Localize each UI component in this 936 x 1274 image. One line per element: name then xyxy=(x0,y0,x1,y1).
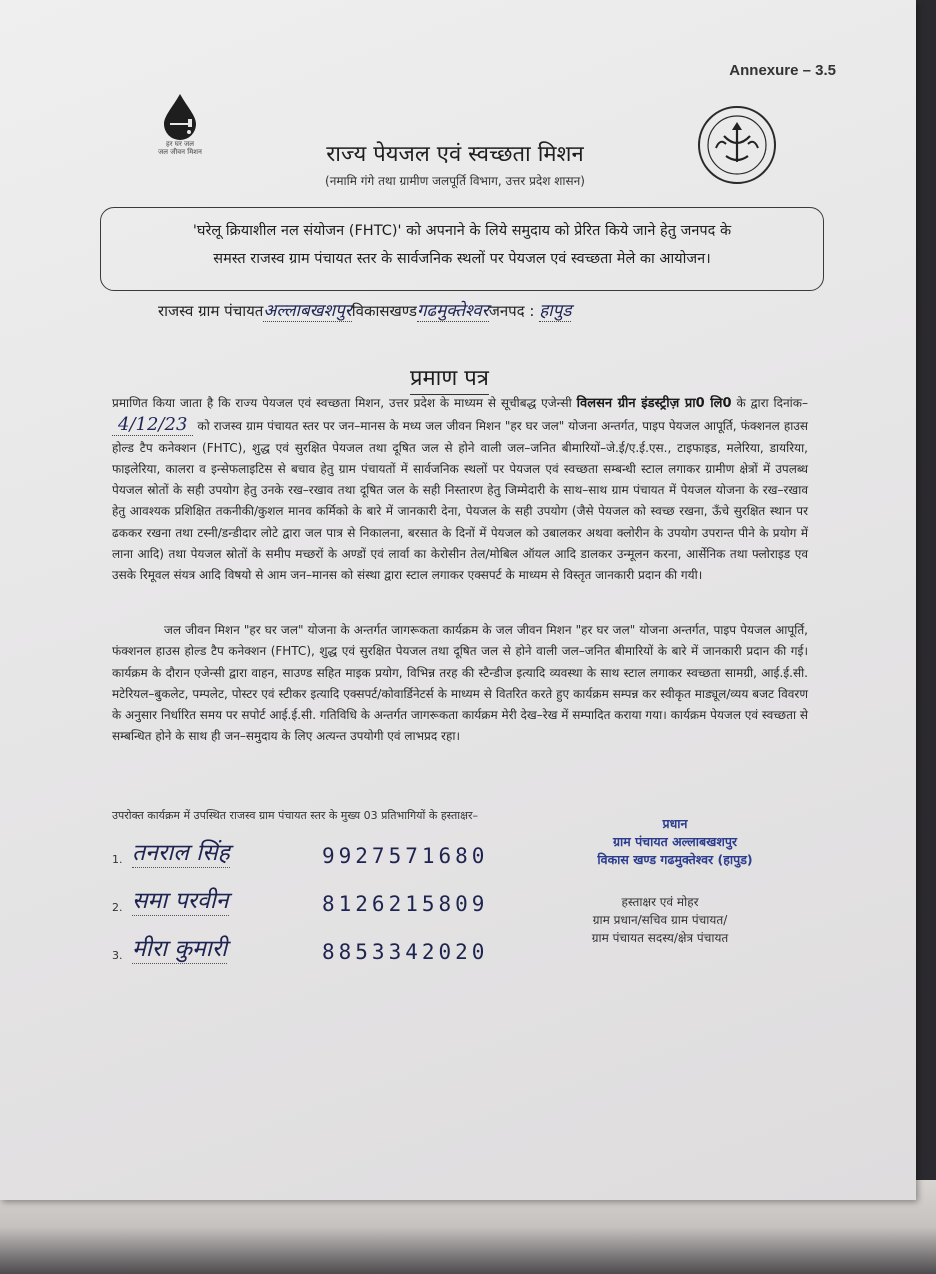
participant-phone: 9927571680 xyxy=(322,844,489,868)
pradhan-stamp xyxy=(560,815,790,869)
participant-row xyxy=(112,880,542,920)
event-heading-line-1: 'घरेलू क्रियाशील नल संयोजन (FHTC)' को अपनाने के लिये समुदाय को प्रेरित किये जाने हेतु जनपद के xyxy=(192,223,732,239)
agency-name: विलसन ग्रीन इंडस्ट्रीज़ प्रा0 लि0 xyxy=(576,396,732,411)
para1-intro: प्रमाणित किया जाता है कि राज्य पेयजल एवं स्वच्छता मिशन, उत्तर प्रदेश के माध्यम से सूचीबद्ध एजेन्सी xyxy=(112,396,572,410)
certificate-title: प्रमाण पत्र xyxy=(410,362,489,395)
stamp-line-1: प्रधान xyxy=(662,816,688,831)
event-date: 4/12/23 xyxy=(112,414,193,436)
stamp-line-3: विकास खण्ड गढमुक्तेश्वर (हापुड) xyxy=(597,852,753,867)
signblock-line-2: ग्राम प्रधान/सचिव ग्राम पंचायत/ xyxy=(592,913,728,927)
certificate-paragraph-2: जल जीवन मिशन "हर घर जल" योजना के अन्तर्गत जागरूकता कार्यक्रम के जल जीवन मिशन "हर घर जल" योजना अन्तर्गत, पाइप पेयजल आपूर्ति, फंक्शनल हाउस होल्ड टैप कनेक्शन (FHTC), शुद्ध एवं सुरक्षित पेयजल तथा दूषित जल से होने वाली जल–जनित बीमारियों के बारे में जानकारी प्रदान की गई। कार्यक्रम के दौरान एजेन्सी द्वारा वाहन, साउण्ड सहित माइक प्रयोग, विभिन्न तरह की स्टैन्डीज इत्यादि व्यवस्था के साथ स्टाल लगाकर स्वच्छता सामग्री, आई.ई.सी. मटेरियल–बुकलेट, पम्पलेट, पोस्टर एवं स्टीकर इत्यादि एक्सपर्ट/कोवार्डिनेटर्स के माध्यम से वितरित करते हुए कार्यक्रम सम्पन्न कर स्वीकृत माड्यूल/व्यय बजट विवरण के अनुसार निर्धारित समय पर सपोर्ट आई.ई.सी. गतिविधि के अन्तर्गत जागरूकता कार्यक्रम मेरी देख–रेख में सम्पादित कराया गया। कार्यक्रम पेयजल एवं स्वच्छता से सम्बन्धित होने के साथ ही जन–समुदाय के लिए अत्यन्त उपयोगी एवं लाभप्रद रहा। xyxy=(112,623,808,744)
gp-value: अल्लाबखशपुर xyxy=(263,298,351,322)
stamp-line-2: ग्राम पंचायत अल्लाबखशपुर xyxy=(612,834,738,849)
signblock-line-3: ग्राम पंचायत सदस्य/क्षेत्र पंचायत xyxy=(591,931,729,945)
participant-number: 1. xyxy=(112,853,123,866)
logo-caption-1: हर घर जल xyxy=(166,140,194,148)
block-value: गढमुक्तेश्वर xyxy=(417,298,489,322)
gp-label: राजस्व ग्राम पंचायत xyxy=(158,302,264,320)
para1-date-label: के द्वारा दिनांक– xyxy=(736,396,808,410)
annexure-label: Annexure – 3.5 xyxy=(729,62,836,79)
participant-number: 2. xyxy=(112,901,123,914)
gram-panchayat-line xyxy=(158,298,798,328)
signature-block xyxy=(560,893,760,947)
mission-title: राज्य पेयजल एवं स्वच्छता मिशन xyxy=(326,142,584,167)
participant-signature: समा परवीन xyxy=(132,883,229,916)
participant-signature: तनराल सिंह xyxy=(132,835,230,868)
mission-subtitle: (नमामि गंगे तथा ग्रामीण जलपूर्ति विभाग, उत्तर प्रदेश शासन) xyxy=(325,174,585,188)
participant-phone: 8853342020 xyxy=(322,940,489,964)
participant-signature: मीरा कुमारी xyxy=(132,931,227,964)
participant-phone: 8126215809 xyxy=(322,892,489,916)
event-heading-box xyxy=(100,207,824,291)
event-heading-line-2: समस्त राजस्व ग्राम पंचायत स्तर के सार्वजनिक स्थलों पर पेयजल एवं स्वच्छता मेले का आयोजन। xyxy=(213,251,711,267)
district-label: जनपद : xyxy=(488,302,535,320)
participant-row xyxy=(112,928,542,968)
participant-number: 3. xyxy=(112,949,123,962)
para1-body: को राजस्व ग्राम पंचायत स्तर पर जन–मानस के मध्य जल जीवन मिशन "हर घर जल" योजना अन्तर्गत, पाइप पेयजल आपूर्ति, फंक्शनल हाउस होल्ड टैप कनेक्शन (FHTC), शुद्ध एवं सुरक्षित पेयजल तथा दूषित जल से होने वाली जल–जनित बीमारियों–जे.ई/ए.ई.एस., टाइफाइड, मलेरिया, डायरिया, फाइलेरिया, कालरा व इन्सेफलाइटिस से बचाव हेतु ग्राम पंचायतों में सार्वजनिक स्थलों पर पेयजल एवं स्वच्छता सम्बन्धी स्टाल लगाकर ग्रामीण क्षेत्रों में उपलब्ध पेयजल स्रोतों के सही उपयोग हेतु उनके रख–रखाव तथा दूषित जल के सही निस्तारण हेतु जिम्मेदारी के साथ–साथ ग्राम पंचायत में पेयजल योजना के रख–रखाव हेतु आवश्यक प्रशिक्षित तकनीकी/कुशल मानव कर्मिको के बारे में जानकारी देना, पेयजल के सही उपयोग (जैसे पेयजल को स्वच्छ रखना, ऊँचे सुरक्षित स्थान पर ढककर रखना तथा टस्नी/डन्डीदार लोटे द्वारा जल पात्र से निकालना, बरसात के दिनों में पेयजल को उबालकर अथवा क्लोरीन के उपयोग उपरान्त पीने के प्रयोग में लाना आदि) तथा पेयजल स्रोतों के समीप मच्छरों के अण्डों एवं लार्वा का केरोसीन तेल/मोबिल ऑयल आदि डालकर उन्मूलन करना, आर्सेनिक तथा फ्लोराइड एव उसके रिमूवल संयत्र आदि विषयो से आम जन–मानस को संस्था द्वारा स्टाल लगाकर एक्सपर्ट के माध्यम से विस्तृत जानकारी प्रदान की गयी। xyxy=(112,419,808,583)
block-label: विकासखण्ड xyxy=(351,302,417,320)
district-value: हापुड xyxy=(539,298,571,322)
certificate-paragraph-1 xyxy=(112,393,808,587)
signblock-line-1: हस्ताक्षर एवं मोहर xyxy=(621,895,699,909)
water-drop-icon xyxy=(158,92,202,140)
logo-caption-2: जल जीवन मिशन xyxy=(158,148,202,156)
participant-row xyxy=(112,832,542,872)
participants-intro: उपरोक्त कार्यक्रम में उपस्थित राजस्व ग्राम पंचायत स्तर के मुख्य 03 प्रतिभागियों के हस्ताक्षर– xyxy=(112,809,478,822)
